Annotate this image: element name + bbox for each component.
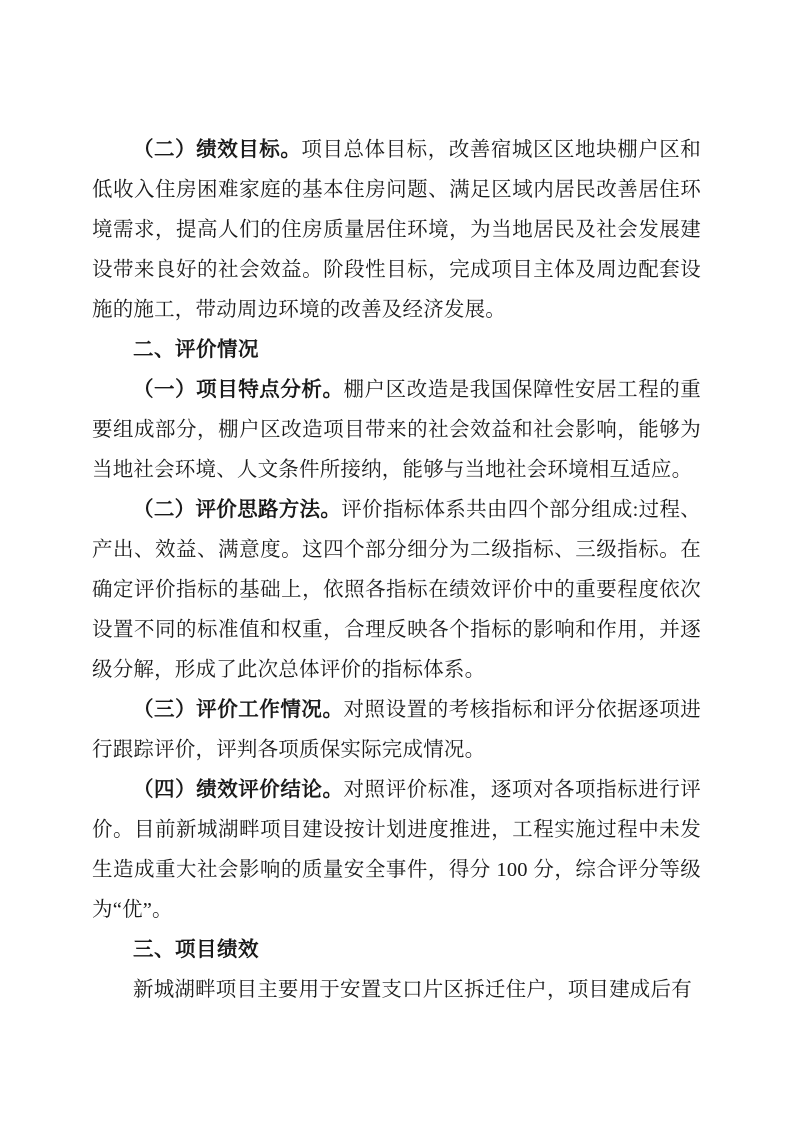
paragraph-evaluation-conclusion xyxy=(92,770,701,930)
paragraph-project-usage xyxy=(92,970,701,1010)
paragraph-performance-goal xyxy=(92,130,701,330)
paragraph-lead-evaluation-method: （二）评价思路方法。 xyxy=(133,498,342,521)
paragraph-lead-evaluation-conclusion: （四）绩效评价结论。 xyxy=(133,778,344,801)
paragraph-lead-project-features: （一）项目特点分析。 xyxy=(133,378,344,401)
paragraph-evaluation-work xyxy=(92,690,701,770)
document-body xyxy=(92,130,701,1010)
paragraph-text-evaluation-conclusion: 对照评价标准，逐项对各项指标进行评价。目前新城湖畔项目建设按计划进度推进，工程实施过程中未发生造成重大社会影响的质量安全事件，得分 100 分，综合评分等级为“优”。 xyxy=(92,779,701,921)
paragraph-text-project-usage: 新城湖畔项目主要用于安置支口片区拆迁住户，项目建成后有 xyxy=(133,979,692,1001)
paragraph-text-evaluation-work: 对照设置的考核指标和评分依据逐项进行跟踪评价，评判各项质保实际完成情况。 xyxy=(92,699,701,761)
heading-project-performance: 三、项目绩效 xyxy=(133,938,259,961)
heading-evaluation-situation: 二、评价情况 xyxy=(133,338,259,361)
paragraph-text-performance-goal: 项目总体目标，改善宿城区区地块棚户区和低收入住房困难家庭的基本住房问题、满足区域内居民改善居住环境需求，提高人们的住房质量居住环境，为当地居民及社会发展建设带来良好的社会效益。阶段性目标，完成项目主体及周边配套设施的施工，带动周边环境的改善及经济发展。 xyxy=(92,139,701,321)
paragraph-evaluation-method xyxy=(92,490,701,690)
paragraph-project-features xyxy=(92,370,701,490)
paragraph-lead-performance-goal: （二）绩效目标。 xyxy=(133,138,302,161)
paragraph-lead-evaluation-work: （三）评价工作情况。 xyxy=(133,698,344,721)
paragraph-text-evaluation-method: 评价指标体系共由四个部分组成:过程、产出、效益、满意度。这四个部分细分为二级指标、三级指标。在确定评价指标的基础上，依照各指标在绩效评价中的重要程度依次设置不同的标准值和权重，合理反映各个指标的影响和作用，并逐级分解，形成了此次总体评价的指标体系。 xyxy=(92,499,701,681)
paragraph-text-project-features: 棚户区改造是我国保障性安居工程的重要组成部分，棚户区改造项目带来的社会效益和社会影响，能够为当地社会环境、人文条件所接纳，能够与当地社会环境相互适应。 xyxy=(92,379,701,481)
